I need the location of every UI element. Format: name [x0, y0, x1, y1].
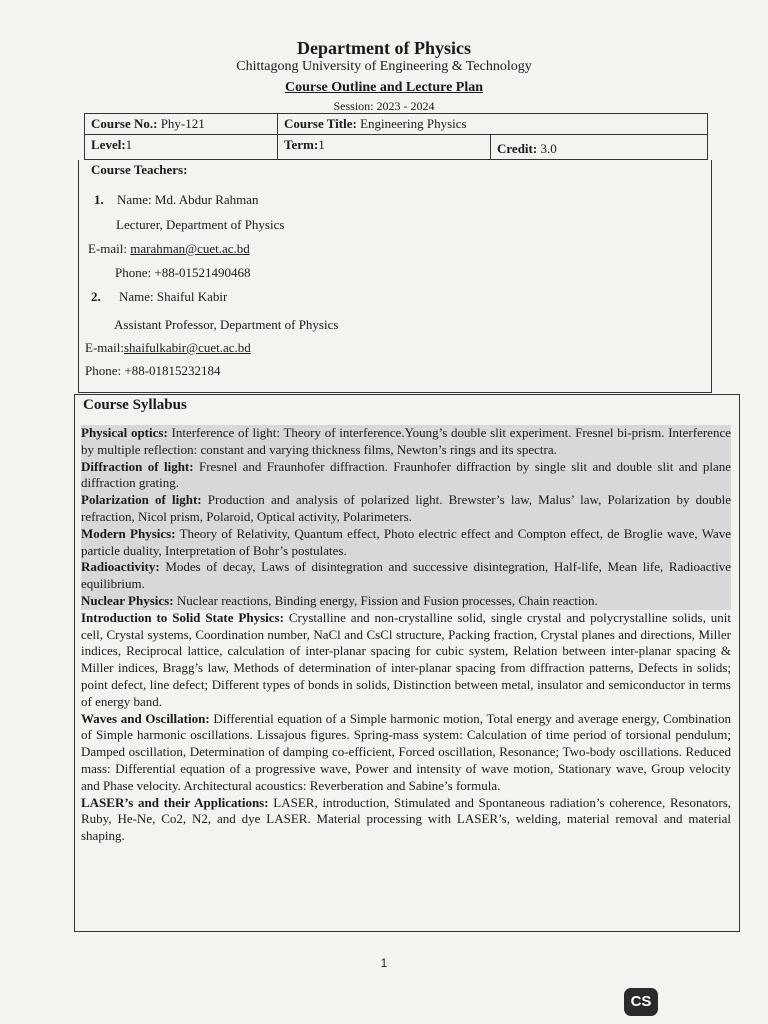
syllabus-topic: Physical optics: Interference of light: Theory of interference.Young’s double slit experiment. Fresnel bi-prism. Interference by multiple reflection: constant and varying thickness films, Newton’s rings and its spectra. — [81, 425, 731, 457]
teacher-1-email-label: E-mail: — [88, 241, 127, 256]
course-no-cell — [85, 114, 278, 135]
credit-cell — [491, 135, 708, 160]
level-label: Level: — [91, 137, 126, 152]
syllabus-topic: Introduction to Solid State Physics: Crystalline and non-crystalline solid, single crystal and polycrystalline solids, unit cell, Crystal systems, Coordination number, NaCl and CsCl structure, Packing fraction, Crystal planes and directions, Miller indices, Reciprocal lattice, calculation of inter-planar spacing for cubic system, Relation between inter-planar spacing & Miller indices, Bragg’s law, Methods of determination of inter-planar spacing from diffraction patterns, Defects in solids; point defect, line defect; Different types of bonds in solids, Distinction between metal, insulator and semiconductor in terms of energy band. — [81, 609, 732, 709]
camscanner-logo-icon: CS — [624, 988, 658, 1016]
session-label: Session: 2023 - 2024 — [333, 99, 435, 113]
course-title-value: Engineering Physics — [360, 116, 467, 131]
document-title: Course Outline and Lecture Plan — [284, 80, 484, 95]
syllabus-topic: LASER’s and their Applications: LASER, introduction, Stimulated and Spontaneous radiation’s coherence, Resonators, Ruby, He-Ne, Co2, N2, and dye LASER. Material processing with LASER’s, welding, material removal and material shaping. — [81, 794, 732, 844]
teacher-1-index: 1. — [94, 192, 104, 207]
syllabus-topic: Modern Physics: Theory of Relativity, Quantum effect, Photo electric effect and Compton effect, de Broglie wave, Wave particle duality, Interpretation of Bohr’s postulates. — [81, 525, 731, 558]
syllabus-topic: Radioactivity: Modes of decay, Laws of disintegration and successive disintegration, Half-life, Mean life, Radioactive equilibrium. — [81, 559, 731, 592]
credit-label: Credit: — [497, 141, 538, 156]
teacher-2-name: Name: Shaiful Kabir — [119, 289, 228, 304]
teacher-2-designation: Assistant Professor, Department of Physics — [114, 317, 339, 332]
course-no-label: Course No.: — [91, 116, 158, 131]
term-label: Term: — [284, 137, 319, 152]
teachers-heading: Course Teachers: — [91, 162, 188, 177]
teacher-2-email-label: E-mail: — [85, 340, 124, 355]
syllabus-topic: Nuclear Physics: Nuclear reactions, Binding energy, Fission and Fusion processes, Chain reaction. — [81, 593, 731, 610]
syllabus-topic: Waves and Oscillation: Differential equation of a Simple harmonic motion, Total energy and average energy, Combination of Simple harmonic oscillations. Lissajous figures. Spring-mass system: Calculation of time period of torsional pendulum; Damped oscillation, Determination of damping co-efficient, Forced oscillation, Resonance; Two-body oscillations. Reduced mass: Differential equation of a progressive wave, Power and intensity of wave motion, Stationary wave, Group velocity and Phase velocity. Architectural acoustics: Reverberation and Sabine’s formula. — [81, 710, 731, 793]
teacher-1-email-link[interactable]: marahman@cuet.ac.bd — [130, 241, 250, 256]
course-teachers-section — [78, 160, 712, 393]
term-value: 1 — [318, 137, 325, 152]
teacher-1-designation: Lecturer, Department of Physics — [116, 217, 285, 232]
level-cell — [85, 135, 278, 160]
teacher-2-index: 2. — [91, 289, 101, 304]
syllabus-topic: Polarization of light: Production and analysis of polarized light. Brewster’s law, Malus’ law, Polarization by double refraction, Nicol prism, Polaroid, Optical activity, Polarimeters. — [81, 492, 731, 524]
course-no-value: Phy-121 — [160, 116, 205, 131]
teacher-1-name: Name: Md. Abdur Rahman — [117, 192, 259, 207]
term-cell — [278, 135, 491, 160]
teacher-1-email-line — [88, 241, 250, 257]
teacher-2-email-line — [85, 340, 251, 356]
syllabus-heading: Course Syllabus — [83, 397, 187, 413]
teacher-2-email-link[interactable]: shaifulkabir@cuet.ac.bd — [124, 340, 251, 355]
department-title: Department of Physics — [297, 38, 471, 58]
course-title-label: Course Title: — [284, 116, 357, 131]
course-syllabus-section — [74, 394, 740, 932]
level-value: 1 — [125, 137, 133, 152]
university-name: Chittagong University of Engineering & Technology — [236, 59, 532, 74]
course-info-table — [84, 113, 708, 160]
course-title-cell — [278, 114, 708, 135]
teacher-1-phone: Phone: +88-01521490468 — [115, 265, 251, 280]
syllabus-topic: Diffraction of light: Fresnel and Fraunhofer diffraction. Fraunhofer diffraction by single slit and double slit and plane diffraction grating. — [81, 458, 731, 491]
credit-value: 3.0 — [540, 141, 557, 156]
teacher-2-phone: Phone: +88-01815232184 — [85, 363, 221, 378]
syllabus-body — [81, 425, 731, 845]
page-number: 1 — [380, 956, 388, 970]
